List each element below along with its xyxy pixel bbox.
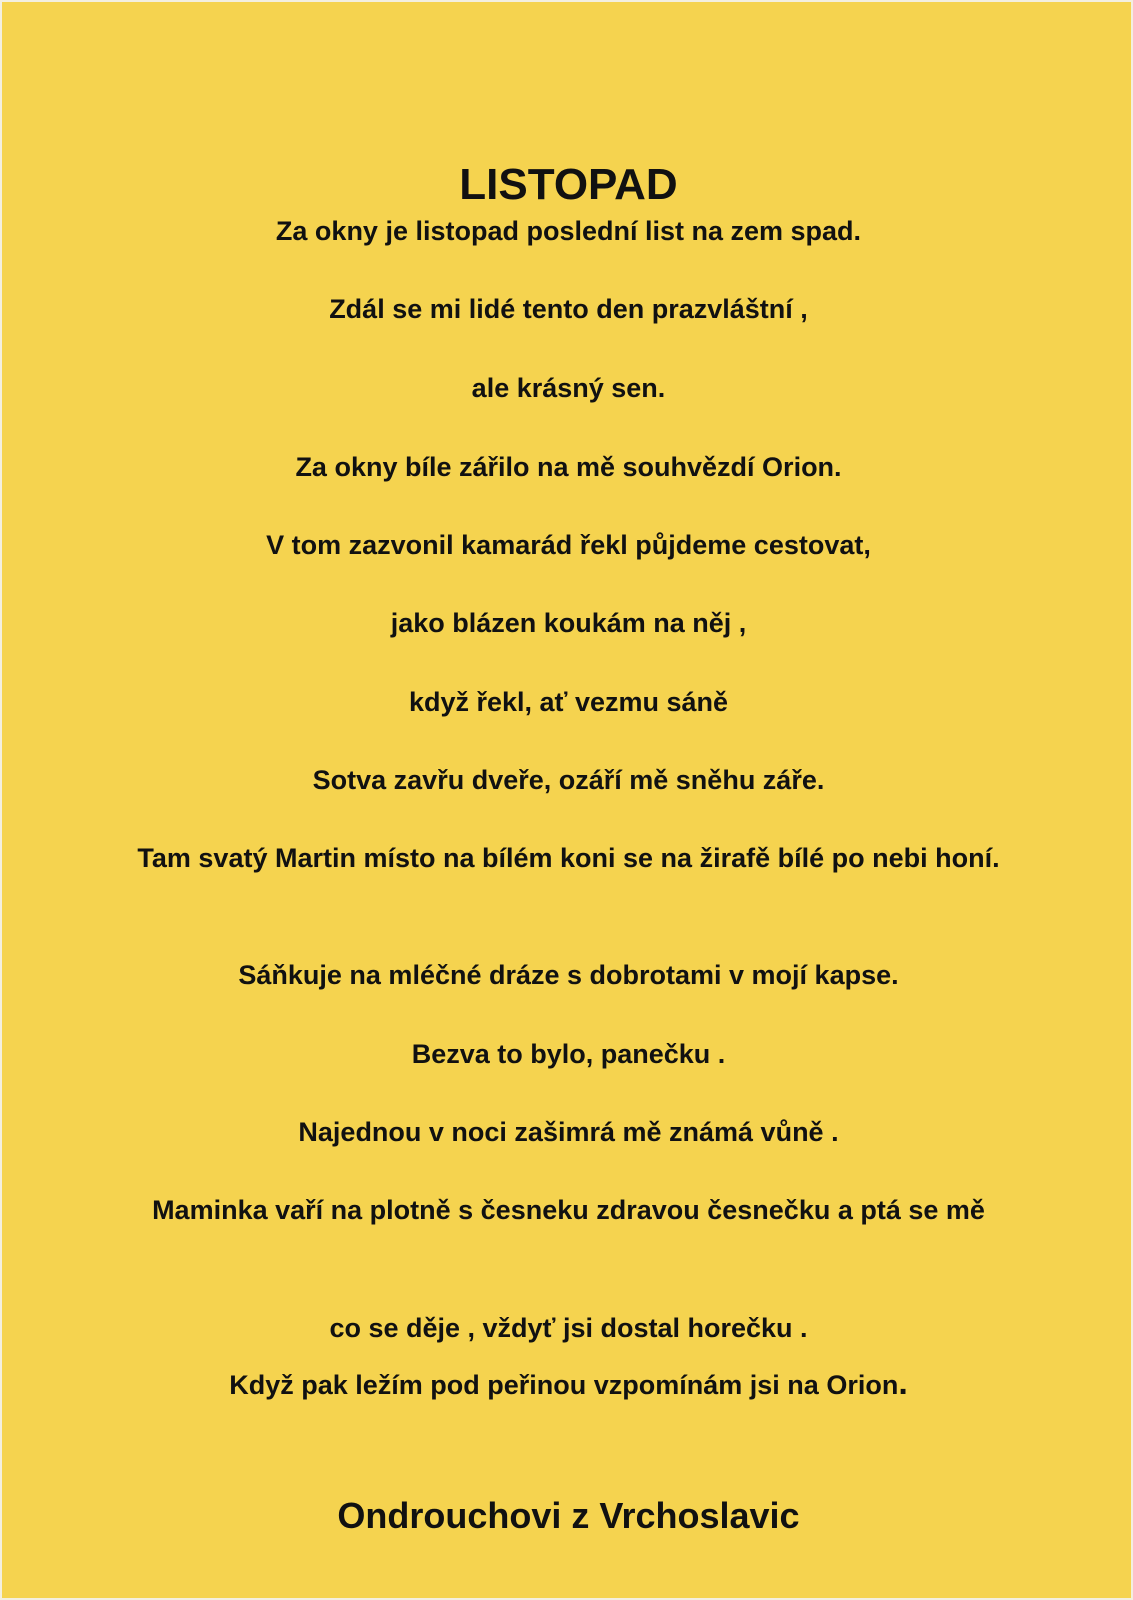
poem-final-punctuation: . [898, 1364, 908, 1402]
poem-line-3: ale krásný sen. [471, 373, 666, 403]
poem-line-8: Sotva zavřu dveře, ozáří mě sněhu záře. [312, 765, 825, 795]
poem-line-15 [102, 1363, 1035, 1405]
poem-line-10: Sáňkuje na mléčné dráze s dobrotami v mojí kapse. [238, 960, 899, 990]
poem-signature: Ondrouchovi z Vrchoslavic [337, 1495, 800, 1536]
poem-line-6: jako blázen koukám na něj , [390, 608, 747, 638]
poem-line-9: Tam svatý Martin místo na bílém koni se na žirafě bílé po nebi honí. [137, 843, 1000, 873]
poem-line-13: Maminka vaří na plotně s česneku zdravou česnečku a ptá se mě [152, 1195, 985, 1225]
poem-line-7: když řekl, ať vezmu sáně [408, 687, 729, 717]
poem-line-4: Za okny bíle zářilo na mě souhvězdí Orion. [295, 452, 842, 482]
poem-line-11: Bezva to bylo, panečku . [411, 1039, 726, 1069]
poem-line-2: Zdál se mi lidé tento den prazvláštní , [329, 294, 808, 324]
poem-line-5: V tom zazvonil kamarád řekl půjdeme cestovat, [266, 530, 871, 560]
poem-line-1: Za okny je listopad poslední list na zem spad. [275, 216, 862, 246]
poem-line-12: Najednou v noci zašimrá mě známá vůně . [298, 1117, 839, 1147]
poem-line-15-text: Když pak ležím pod peřinou vzpomínám jsi na Orion [229, 1370, 899, 1400]
poem-line-14: co se děje , vždyť jsi dostal horečku . [329, 1313, 808, 1343]
poem-title: LISTOPAD [459, 160, 678, 209]
